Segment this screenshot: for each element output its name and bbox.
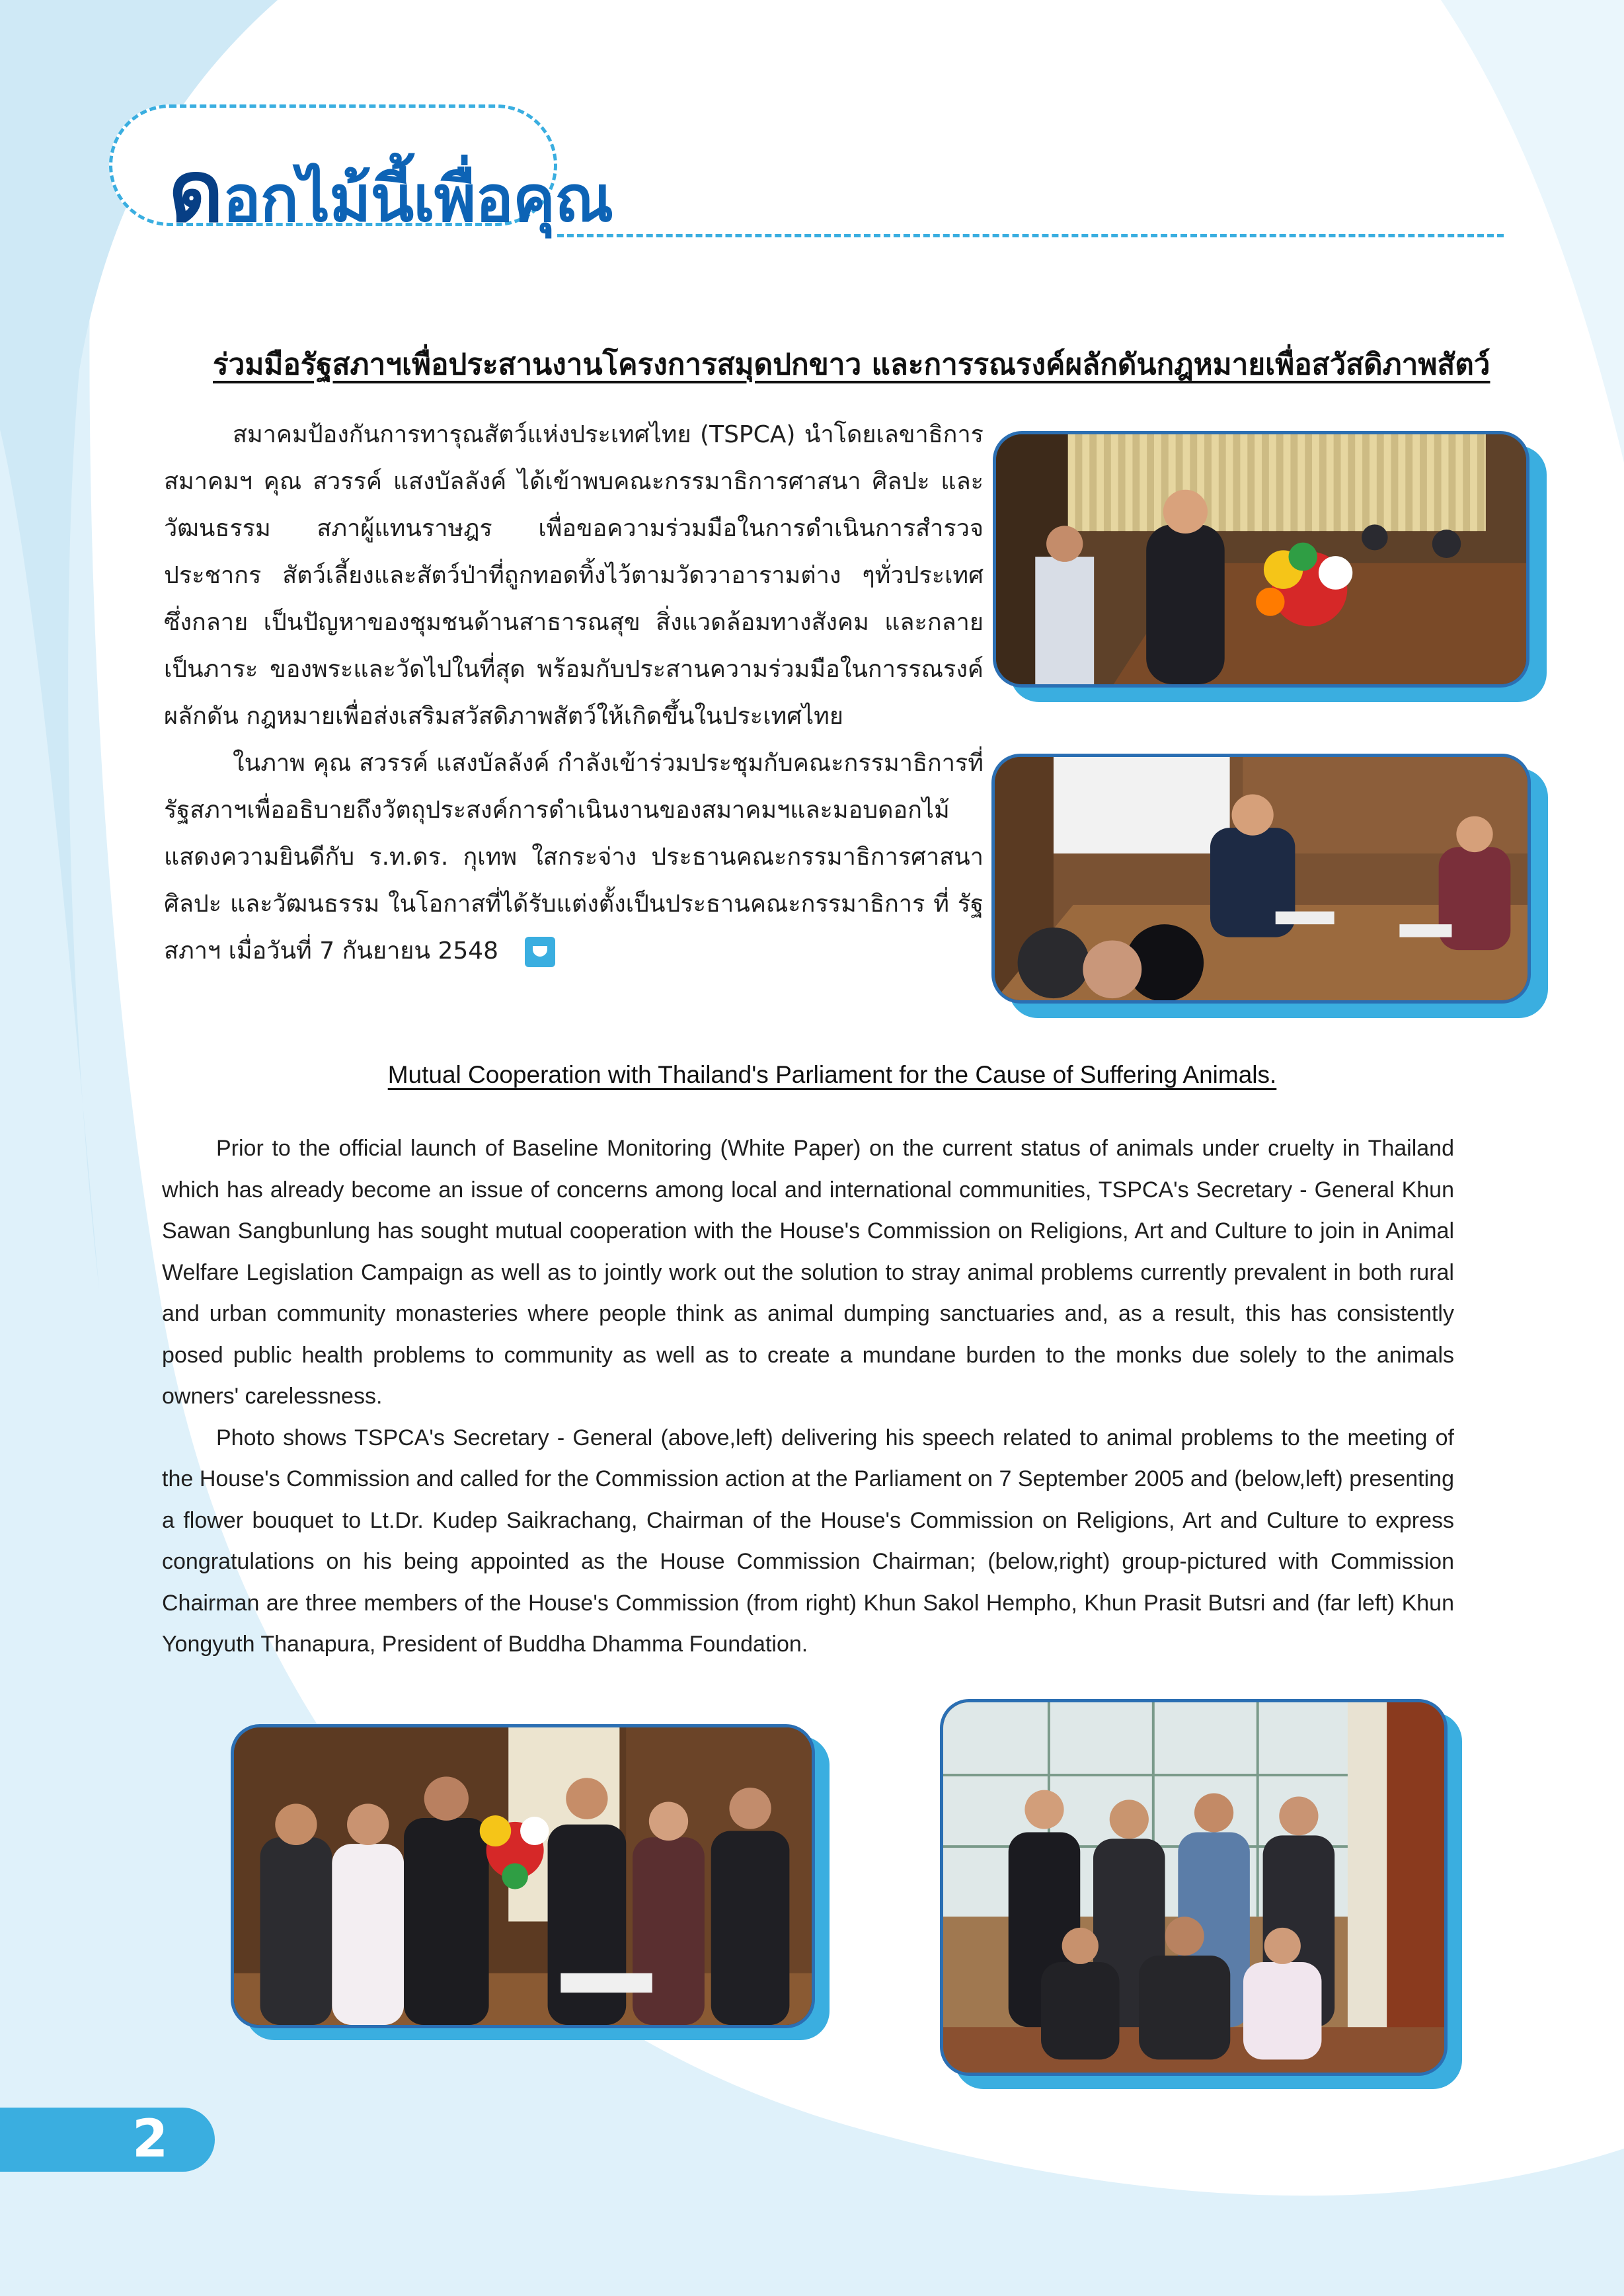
page-number-tab: [0, 2108, 215, 2172]
thai-article-heading: ร่วมมือรัฐสภาฯเพื่อประสานงานโครงการสมุดปกขาว และการรณรงค์ผลักดันกฎหมายเพื่อสวัสดิภาพสัตว์: [213, 348, 1490, 381]
thai-line: ของพระและวัดไปในที่สุด พร้อมกับประสานความร่วมมือในการรณรงค์ผลักดัน: [164, 656, 984, 730]
thai-article-body: [164, 411, 984, 974]
english-article-body: [162, 1128, 1454, 1665]
thai-line: วัฒนธรรม สภาผู้แทนราษฎร เพื่อขอความร่วมมือในการดำเนินการสำรวจประชากร: [164, 515, 984, 589]
thai-line: ในภาพ คุณ สวรรค์ แสงบัลลังค์ กำลังเข้าร่วมประชุมกับคณะกรรมาธิการที่: [233, 750, 984, 777]
thai-line: รัฐสภาฯเพื่ออธิบายถึงวัตถุประสงค์การดำเนินงานของสมาคมฯและมอบดอกไม้: [164, 797, 950, 824]
thai-line: เป็นปัญหาของชุมชนด้านสาธารณสุข สิ่งแวดล้อมทางสังคม และกลายเป็นภาระ: [164, 609, 984, 683]
thai-line: สัตว์เลี้ยงและสัตว์ป่าที่ถูกทอดทิ้งไว้ตามวัดวาอารามต่าง ๆทั่วประเทศ ซึ่งกลาย: [164, 562, 984, 636]
thai-line: ศิลปะ และวัฒนธรรม ในโอกาสที่ได้รับแต่งตั้งเป็นประธานคณะกรรมาธิการ ที่: [164, 891, 949, 918]
thai-line: สมาคมฯ คุณ สวรรค์ แสงบัลลังค์ ได้เข้าพบคณะกรรมาธิการศาสนา ศิลปะ และ: [164, 468, 984, 495]
page-number: 2: [132, 2110, 169, 2169]
section-title: [169, 124, 613, 258]
thai-paragraph-2: [164, 740, 984, 974]
section-title-initial: ด: [169, 143, 223, 241]
thai-line: รัฐสภาฯ เมื่อวันที่ 7 กันยายน 2548: [164, 891, 984, 965]
photo-flower-bouquet-group: [231, 1724, 830, 2040]
thai-line: กฎหมายเพื่อส่งเสริมสวัสดิภาพสัตว์ให้เกิดขึ้นในประเทศไทย: [246, 703, 844, 730]
photo-meeting-speech: [993, 431, 1548, 703]
photo-commission-group: [940, 1699, 1462, 2089]
thai-line: สมาคมป้องกันการทารุณสัตว์แห่งประเทศไทย (TSPCA) นำโดยเลขาธิการ: [233, 421, 984, 448]
small-dog-face-icon: [525, 937, 555, 967]
english-paragraph-2: Photo shows TSPCA's Secretary - General (above,left) delivering his speech related to animal problems to the meeting of the House's Commission and called for the Commission action at the Parliament on 7 September 2005 and (below,left) presenting a flower bouquet to Lt.Dr. Kudep Saikrachang, Chairman of the House's Commission on Religions, Art and Culture to express congratulations on his being appointed as the House Commission Chairman; (below,right) group-pictured with Commission Chairman are three members of the House's Commission (from right) Khun Sakol Hempho, Khun Prasit Butsri and (far left) Khun Yongyuth Thanapura, President of Buddha Dhamma Foundation.: [162, 1425, 1454, 1657]
photo-committee-table: [991, 754, 1548, 1018]
thai-paragraph-1: [164, 411, 984, 740]
english-article-heading: Mutual Cooperation with Thailand's Parliament for the Cause of Suffering Animals.: [387, 1061, 1277, 1088]
thai-line: แสดงความยินดีกับ ร.ท.ดร. กุเทพ ใสกระจ่าง ประธานคณะกรรมาธิการศาสนา: [164, 844, 984, 871]
english-paragraph-1: Prior to the official launch of Baseline Monitoring (White Paper) on the current status of animals under cruelty in Thailand which has already become an issue of concerns among local and international communities, TSPCA's Secretary - General Khun Sawan Sangbunlung has sought mutual cooperation with the House's Commission on Religions, Art and Culture to join in Animal Welfare Legislation Campaign as well as to jointly work out the solution to stray animal problems currently prevalent in both rural and urban community monasteries where people think as animal dumping sanctuaries and, as a result, this has consistently posed public health problems to community as well as to create a mundane burden to the monks due solely to the animals owners' carelessness.: [162, 1136, 1454, 1409]
header-dashed-rule: [557, 234, 1504, 237]
section-title-rest: อกไม้นี้เพื่อคุณ: [223, 162, 613, 236]
